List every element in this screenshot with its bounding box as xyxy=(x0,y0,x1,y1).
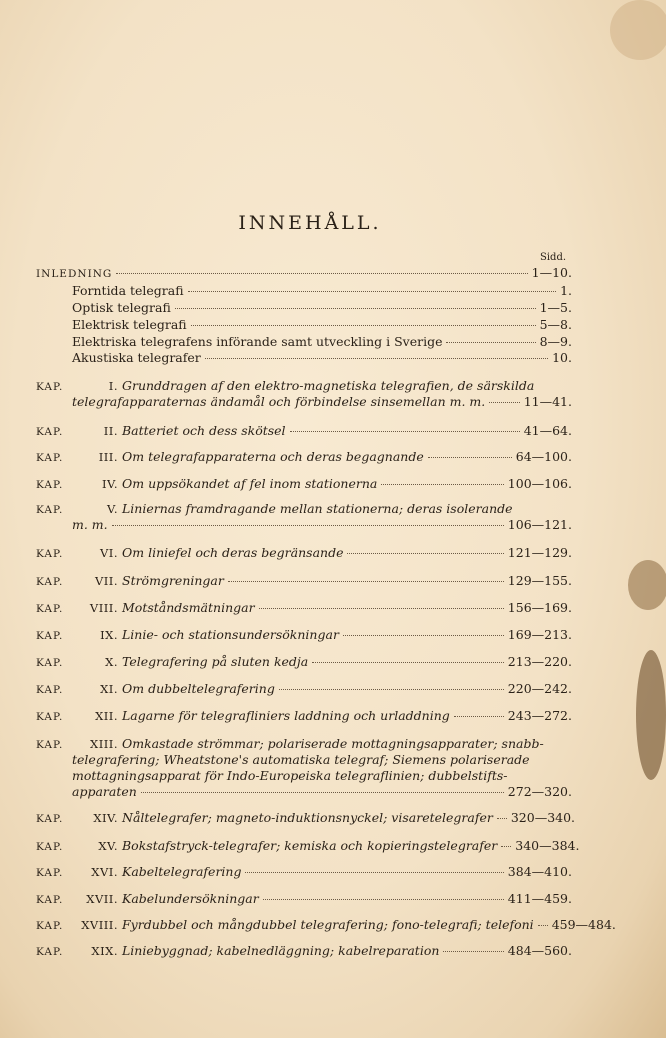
chapter-number xyxy=(36,600,118,616)
chapter-number xyxy=(36,864,118,880)
roman-numeral: IX. xyxy=(100,628,118,642)
dot-leader xyxy=(312,662,504,663)
toc-row xyxy=(72,334,572,350)
entry-title: Strömgreningar xyxy=(122,573,224,588)
pages-header: Sidd. xyxy=(540,252,567,263)
chapter-number xyxy=(36,501,118,517)
kap-label: KAP. xyxy=(36,548,64,560)
chapter-number xyxy=(36,891,118,907)
toc-row xyxy=(122,810,576,826)
chapter-number xyxy=(36,476,118,492)
chapter-number xyxy=(36,654,118,670)
roman-numeral: IV. xyxy=(102,477,118,491)
toc-row xyxy=(122,864,572,880)
kap-label: KAP. xyxy=(36,684,64,696)
dot-leader xyxy=(443,951,503,952)
kap-label: KAP. xyxy=(36,657,64,669)
page-range: 272—320. xyxy=(507,784,572,799)
chapter-number xyxy=(36,423,118,439)
toc-row xyxy=(72,394,572,410)
entry-title: Forntida telegrafi xyxy=(72,283,184,298)
entry-title: Om uppsökandet af fel inom stationerna xyxy=(122,476,378,491)
page-range: 220—242. xyxy=(507,681,572,696)
entry-title: Telegrafering på sluten kedja xyxy=(122,654,309,669)
page-range: 11—41. xyxy=(523,394,572,409)
dot-leader xyxy=(112,525,504,526)
page-range: 1. xyxy=(560,283,572,298)
entry-title: Linie- och stationsundersökningar xyxy=(122,627,339,642)
kap-label: KAP. xyxy=(36,452,64,464)
chapter-number xyxy=(36,708,118,724)
toc-row xyxy=(122,423,572,439)
chapter-number xyxy=(36,917,118,933)
dot-leader xyxy=(381,484,503,485)
roman-numeral: XIX. xyxy=(91,944,118,958)
roman-numeral: VII. xyxy=(94,574,118,588)
toc-row xyxy=(122,838,580,854)
page-title: INNEHÅLL. xyxy=(238,212,382,234)
toc-row xyxy=(122,917,616,933)
roman-numeral: XI. xyxy=(100,682,118,696)
toc-row xyxy=(122,600,572,616)
kap-label: KAP. xyxy=(36,504,64,516)
entry-title: Kabeltelegrafering xyxy=(122,864,242,879)
page-range: 484—560. xyxy=(507,943,572,958)
entry-title: Omkastade strömmar; polariserade mottagningsapparater; snabb- xyxy=(122,736,544,751)
dot-leader xyxy=(116,273,527,274)
entry-title: telegrafering; Wheatstone's automatiska telegraf; Siemens polariserade xyxy=(72,752,530,767)
roman-numeral: XVII. xyxy=(86,892,118,906)
entry-title: Liniernas framdragande mellan stationerna; deras isolerande xyxy=(122,501,513,516)
kap-label: KAP. xyxy=(36,867,64,879)
dot-leader xyxy=(228,581,504,582)
toc-row xyxy=(72,300,572,316)
entry-title: apparaten xyxy=(72,784,137,799)
page-range: 106—121. xyxy=(507,517,572,532)
entry-title: Nåltelegrafer; magneto-induktionsnyckel; visaretelegrafer xyxy=(122,810,493,825)
page-range: 8—9. xyxy=(539,334,572,349)
kap-label: KAP. xyxy=(36,813,64,825)
kap-label: KAP. xyxy=(36,576,64,588)
kap-label: KAP. xyxy=(36,603,64,615)
dot-leader xyxy=(497,818,507,819)
chapter-number xyxy=(36,736,118,752)
roman-numeral: II. xyxy=(103,424,118,438)
toc-row xyxy=(122,573,572,589)
roman-numeral: XVI. xyxy=(91,865,118,879)
dot-leader xyxy=(279,689,504,690)
chapter-number xyxy=(36,449,118,465)
toc-row xyxy=(122,476,572,492)
kap-label: KAP. xyxy=(36,479,64,491)
dot-leader xyxy=(501,846,511,847)
toc-row xyxy=(122,449,572,465)
page-range: 411—459. xyxy=(507,891,572,906)
page-range: 1—5. xyxy=(539,300,572,315)
entry-title: INLEDNING xyxy=(36,268,113,280)
page-range: 243—272. xyxy=(507,708,572,723)
entry-title: Om dubbeltelegrafering xyxy=(122,681,275,696)
toc-row xyxy=(122,654,572,670)
page-range: 169—213. xyxy=(507,627,572,642)
dot-leader xyxy=(538,925,548,926)
page-range: 1—10. xyxy=(531,265,572,280)
entry-title: Akustiska telegrafer xyxy=(72,350,201,365)
roman-numeral: XVIII. xyxy=(81,918,118,932)
entry-title: mottagningsapparat för Indo-Europeiska telegraflinien; dubbelstifts- xyxy=(72,768,508,783)
chapter-number xyxy=(36,378,118,394)
entry-title: Elektriska telegrafens införande samt utveckling i Sverige xyxy=(72,334,443,349)
toc-row xyxy=(72,317,572,333)
toc-row xyxy=(122,627,572,643)
entry-title: Batteriet och dess skötsel xyxy=(122,423,286,438)
page-range: 213—220. xyxy=(507,654,572,669)
entry-title: m. m. xyxy=(72,517,108,532)
roman-numeral: VI. xyxy=(99,546,118,560)
dot-leader xyxy=(290,431,520,432)
entry-title: Fyrdubbel och mångdubbel telegrafering; fono-telegrafi; telefoni xyxy=(122,917,534,932)
entry-title: Kabelundersökningar xyxy=(122,891,259,906)
entry-title: Optisk telegrafi xyxy=(72,300,171,315)
toc-row xyxy=(122,501,572,517)
kap-label: KAP. xyxy=(36,381,64,393)
toc-row xyxy=(72,768,572,784)
entry-title: Motståndsmätningar xyxy=(122,600,255,615)
chapter-number xyxy=(36,838,118,854)
page-range: 459—484. xyxy=(551,917,616,932)
kap-label: KAP. xyxy=(36,920,64,932)
page-range: 129—155. xyxy=(507,573,572,588)
kap-label: KAP. xyxy=(36,711,64,723)
kap-label: KAP. xyxy=(36,841,64,853)
entry-title: Bokstafstryck-telegrafer; kemiska och kopieringstelegrafer xyxy=(122,838,498,853)
stain xyxy=(628,560,666,610)
dot-leader xyxy=(205,358,548,359)
toc-row xyxy=(72,517,572,533)
page-range: 5—8. xyxy=(539,317,572,332)
roman-numeral: X. xyxy=(105,655,118,669)
page-range: 320—340. xyxy=(510,810,576,825)
roman-numeral: XIII. xyxy=(90,737,118,751)
dot-leader xyxy=(489,402,519,403)
toc-row xyxy=(36,265,572,281)
entry-title: Om liniefel och deras begränsande xyxy=(122,545,344,560)
toc-row xyxy=(122,545,572,561)
toc-row xyxy=(122,736,572,752)
chapter-number xyxy=(36,810,118,826)
dot-leader xyxy=(245,872,503,873)
dot-leader xyxy=(263,899,504,900)
roman-numeral: XII. xyxy=(95,709,118,723)
toc-row xyxy=(122,943,572,959)
dot-leader xyxy=(191,325,536,326)
dot-leader xyxy=(428,457,512,458)
roman-numeral: VIII. xyxy=(89,601,118,615)
roman-numeral: XV. xyxy=(98,839,118,853)
entry-title: Liniebyggnad; kabelnedläggning; kabelreparation xyxy=(122,943,440,958)
toc-row xyxy=(72,784,572,800)
roman-numeral: I. xyxy=(108,379,118,393)
dot-leader xyxy=(446,342,535,343)
entry-title: Lagarne för telegrafliniers laddning och urladdning xyxy=(122,708,450,723)
page-range: 340—384. xyxy=(515,838,580,853)
chapter-number xyxy=(36,681,118,697)
page-range: 10. xyxy=(552,350,572,365)
toc-row xyxy=(122,891,572,907)
stain xyxy=(610,0,666,60)
kap-label: KAP. xyxy=(36,739,64,751)
chapter-number xyxy=(36,943,118,959)
chapter-number xyxy=(36,627,118,643)
entry-title: Om telegrafapparaterna och deras begagnande xyxy=(122,449,424,464)
entry-title: Grunddragen af den elektro-magnetiska telegrafien, de särskilda xyxy=(122,378,535,393)
dot-leader xyxy=(141,792,504,793)
dot-leader xyxy=(175,308,536,309)
roman-numeral: III. xyxy=(98,450,118,464)
kap-label: KAP. xyxy=(36,630,64,642)
page-range: 64—100. xyxy=(515,449,572,464)
dot-leader xyxy=(347,553,503,554)
roman-numeral: V. xyxy=(107,502,118,516)
page-range: 100—106. xyxy=(507,476,572,491)
page-range: 41—64. xyxy=(523,423,572,438)
dot-leader xyxy=(259,608,504,609)
dot-leader xyxy=(343,635,504,636)
kap-label: KAP. xyxy=(36,946,64,958)
toc-row xyxy=(72,350,572,366)
toc-row xyxy=(122,681,572,697)
roman-numeral: XIV. xyxy=(93,811,118,825)
toc-row xyxy=(122,378,572,394)
dot-leader xyxy=(188,291,556,292)
page-range: 384—410. xyxy=(507,864,572,879)
entry-title: Elektrisk telegrafi xyxy=(72,317,187,332)
chapter-number xyxy=(36,573,118,589)
page-range: 121—129. xyxy=(507,545,572,560)
dot-leader xyxy=(454,716,504,717)
toc-row xyxy=(72,283,572,299)
toc-row xyxy=(72,752,572,768)
entry-title: telegrafapparaternas ändamål och förbindelse sinsemellan m. m. xyxy=(72,394,486,409)
kap-label: KAP. xyxy=(36,426,64,438)
toc-row xyxy=(122,708,572,724)
page-range: 156—169. xyxy=(507,600,572,615)
chapter-number xyxy=(36,545,118,561)
stain xyxy=(636,650,666,780)
kap-label: KAP. xyxy=(36,894,64,906)
